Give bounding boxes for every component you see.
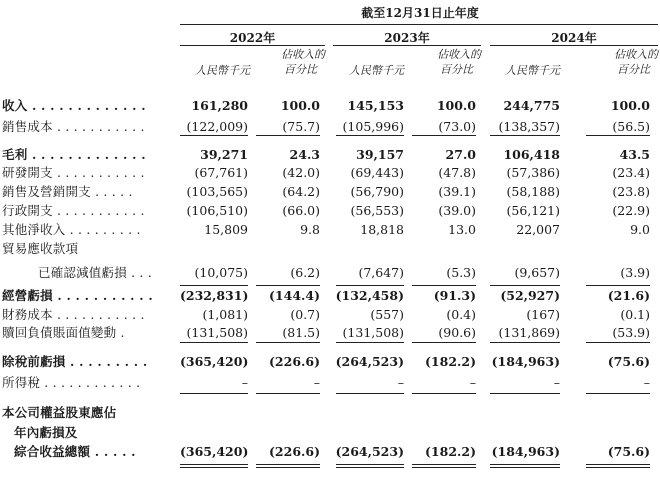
row-value: (52,927): [500, 288, 560, 303]
row-value: (67,761): [194, 165, 248, 180]
col-pct1-2023: 佔收入的: [437, 48, 481, 61]
rule-total-2024a: [490, 464, 560, 468]
rule-imp-2024b: [586, 285, 650, 286]
row-value: (264,523): [335, 444, 404, 459]
row-value: 43.5: [619, 147, 650, 162]
row-value: (365,420): [180, 354, 249, 369]
row-value: 100.0: [280, 98, 320, 113]
row-label: 銷售成本 . . . . . . . . . . .: [2, 119, 145, 134]
row-value: (57,386): [506, 165, 560, 180]
row-value: (226.6): [269, 354, 320, 369]
row-value: 244,775: [503, 98, 560, 113]
row-value: (56.5): [612, 119, 650, 134]
row-value: (69,443): [350, 165, 404, 180]
row-value: 13.0: [448, 222, 476, 237]
rule-total-2022a: [180, 464, 248, 468]
rule-cost-2022a: [180, 135, 248, 136]
row-value: 145,153: [347, 98, 404, 113]
row-value: (182.2): [425, 444, 476, 459]
row-value: –: [313, 375, 320, 390]
row-value: (557): [370, 307, 404, 322]
rule-tax-2023b: [412, 393, 476, 394]
row-value: (56,121): [506, 203, 560, 218]
row-value: –: [643, 375, 650, 390]
row-value: 18,818: [360, 222, 404, 237]
row-value: –: [553, 375, 560, 390]
row-value: (23.8): [612, 184, 650, 199]
row-value: (5.3): [446, 265, 476, 280]
rule-tax-2023a: [336, 393, 404, 394]
rule-total-2023b: [412, 464, 476, 468]
rule-cost-2022b: [256, 135, 320, 136]
rule-imp-2023a: [336, 285, 404, 286]
row-value: (56,553): [350, 203, 404, 218]
rule-tax-2024b: [586, 393, 650, 394]
row-value: (0.1): [620, 307, 650, 322]
row-label: 綜合收益總額 . . . . .: [14, 444, 136, 459]
row-value: (75.7): [282, 119, 320, 134]
row-value: (184,963): [491, 444, 560, 459]
year-2024: 2024年: [551, 31, 597, 45]
rule-total-2022b: [256, 464, 320, 468]
rule-imp-2022b: [256, 285, 320, 286]
row-value: –: [469, 375, 476, 390]
rule-red-2024b: [586, 342, 650, 343]
col-pct2-2023: 百分比: [440, 63, 473, 76]
row-value: (122,009): [186, 119, 248, 134]
row-label: 本公司權益股東應佔: [2, 405, 117, 420]
rule-total-2023a: [336, 464, 404, 468]
row-value: (6.2): [290, 265, 320, 280]
row-value: (106,510): [186, 203, 248, 218]
row-label: 財務成本 . . . . . . . . . . .: [2, 307, 145, 322]
row-label: 年內虧損及: [14, 425, 78, 440]
row-value: (182.2): [425, 354, 476, 369]
row-value: (232,831): [180, 288, 249, 303]
rule-imp-2024a: [490, 285, 560, 286]
row-value: (1,081): [202, 307, 248, 322]
row-value: (0.7): [290, 307, 320, 322]
row-value: 27.0: [445, 147, 476, 162]
row-value: (39.1): [438, 184, 476, 199]
row-value: (226.6): [269, 444, 320, 459]
row-value: (3.9): [620, 265, 650, 280]
row-label: 銷售及營銷開支 . . . . .: [2, 184, 133, 199]
year-2022: 2022年: [229, 31, 276, 45]
year-rule-2022: [180, 45, 325, 46]
row-label: 貿易應收款項: [2, 241, 79, 256]
row-value: 9.0: [630, 222, 650, 237]
row-value: (47.8): [438, 165, 476, 180]
row-value: 9.8: [300, 222, 320, 237]
col-rmb-2022: 人民幣千元: [195, 64, 250, 77]
period-header: 截至12月31日止年度: [361, 6, 479, 20]
row-value: (167): [526, 307, 560, 322]
rule-red-2024a: [490, 342, 560, 343]
rule-tax-2024a: [490, 393, 560, 394]
header-rule: [180, 24, 658, 25]
row-label: 贖回負債賬面值變動 .: [2, 325, 125, 340]
row-value: (23.4): [612, 165, 650, 180]
row-value: –: [241, 375, 248, 390]
col-pct2-2022: 百分比: [284, 63, 317, 76]
row-label: 經營虧損 . . . . . . . . . . .: [2, 288, 153, 303]
row-value: 100.0: [610, 98, 650, 113]
col-pct2-2024: 百分比: [617, 63, 650, 76]
row-value: (131,508): [186, 325, 248, 340]
row-value: (22.9): [612, 203, 650, 218]
row-value: –: [397, 375, 404, 390]
row-value: 24.3: [289, 147, 320, 162]
row-value: (75.6): [607, 354, 650, 369]
row-value: (90.6): [438, 325, 476, 340]
row-value: (66.0): [282, 203, 320, 218]
col-rmb-2023: 人民幣千元: [349, 64, 404, 77]
row-value: (42.0): [282, 165, 320, 180]
rule-cost-2024b: [586, 135, 650, 136]
row-value: (9,657): [514, 265, 560, 280]
row-value: (7,647): [358, 265, 404, 280]
row-value: (103,565): [186, 184, 248, 199]
row-label: 已確認減值虧損 . . .: [38, 265, 152, 280]
row-value: (184,963): [491, 354, 560, 369]
row-label: 毛利 . . . . . . . . . . . . .: [2, 147, 146, 162]
row-label: 其他淨收入 . . . . . . . . .: [2, 222, 141, 237]
year-2023: 2023年: [384, 31, 430, 45]
rule-tax-2022b: [256, 393, 320, 394]
row-label: 收入 . . . . . . . . . . . . .: [2, 98, 146, 113]
col-pct1-2024: 佔收入的: [614, 48, 658, 61]
row-value: (132,458): [335, 288, 404, 303]
row-value: 39,271: [200, 147, 248, 162]
rule-imp-2023b: [412, 285, 476, 286]
row-value: (10,075): [194, 265, 248, 280]
rule-red-2023b: [412, 342, 476, 343]
row-value: (0.4): [446, 307, 476, 322]
col-rmb-2024: 人民幣千元: [505, 64, 560, 77]
col-pct1-2022: 佔收入的: [281, 48, 325, 61]
row-value: 106,418: [503, 147, 560, 162]
row-value: 161,280: [191, 98, 248, 113]
row-value: (75.6): [607, 444, 650, 459]
row-value: (365,420): [180, 444, 249, 459]
rule-total-2024b: [586, 464, 650, 468]
rule-cost-2023b: [412, 135, 476, 136]
row-value: (58,188): [506, 184, 560, 199]
rule-red-2023a: [336, 342, 404, 343]
rule-tax-2022a: [180, 393, 248, 394]
row-value: (39.0): [438, 203, 476, 218]
row-label: 所得稅 . . . . . . . . . . . .: [2, 375, 141, 390]
rule-red-2022a: [180, 342, 248, 343]
year-rule-2023: [333, 45, 481, 46]
row-label: 行政開支 . . . . . . . . . . .: [2, 203, 145, 218]
row-value: (73.0): [438, 119, 476, 134]
row-value: (64.2): [282, 184, 320, 199]
row-value: (81.5): [282, 325, 320, 340]
row-value: 100.0: [436, 98, 476, 113]
row-value: (91.3): [433, 288, 476, 303]
rule-cost-2023a: [336, 135, 404, 136]
row-label: 研發開支 . . . . . . . . . . .: [2, 165, 145, 180]
rule-red-2022b: [256, 342, 320, 343]
year-rule-2024: [490, 45, 658, 46]
row-value: 39,157: [356, 147, 404, 162]
row-value: 22,007: [516, 222, 560, 237]
row-value: (131,508): [342, 325, 404, 340]
row-value: (105,996): [342, 119, 404, 134]
row-value: (138,357): [498, 119, 560, 134]
row-value: (21.6): [607, 288, 650, 303]
row-value: (53.9): [612, 325, 650, 340]
row-value: (131,869): [498, 325, 560, 340]
rule-cost-2024a: [490, 135, 560, 136]
rule-imp-2022a: [180, 285, 248, 286]
row-value: (264,523): [335, 354, 404, 369]
row-value: (144.4): [269, 288, 320, 303]
row-value: (56,790): [350, 184, 404, 199]
row-value: 15,809: [204, 222, 248, 237]
row-label: 除稅前虧損 . . . . . . . . .: [2, 354, 148, 369]
